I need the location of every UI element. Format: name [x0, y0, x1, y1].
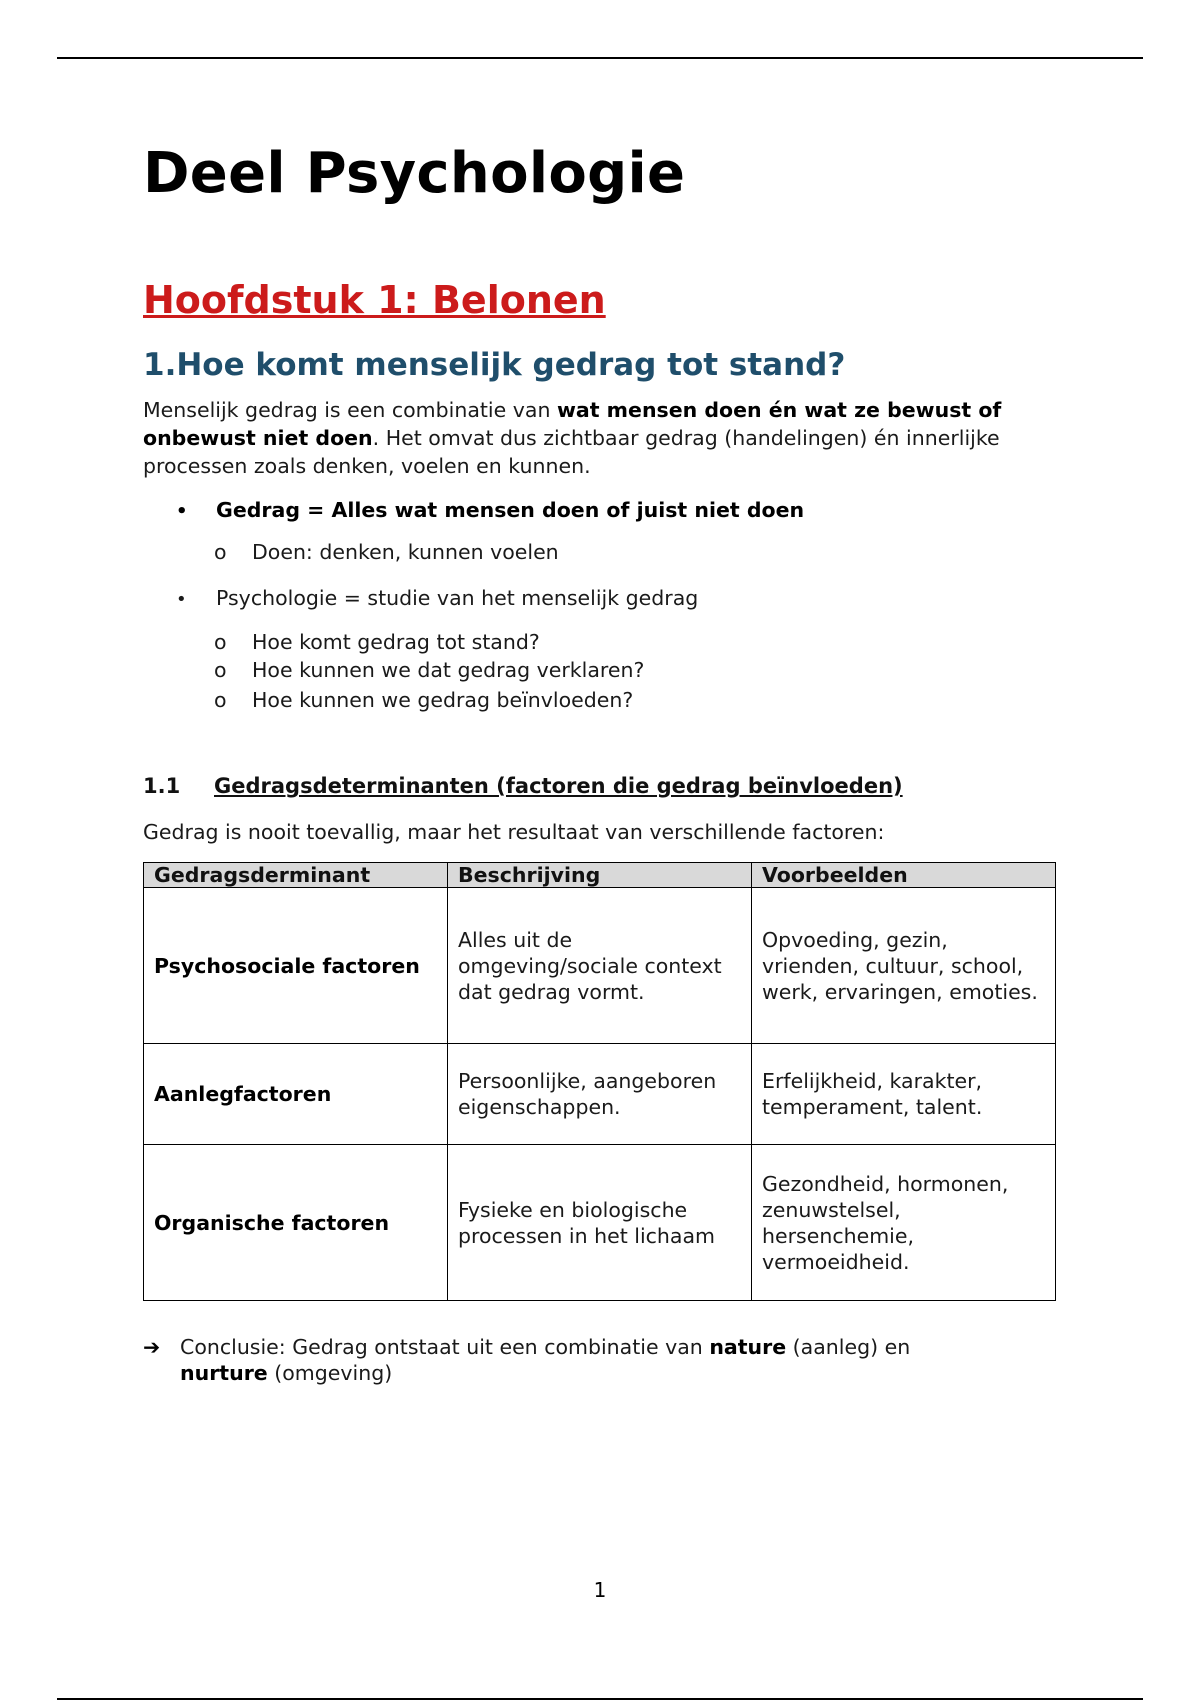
subsection-heading — [143, 772, 903, 800]
conclusion-nurture: nurture — [180, 1361, 268, 1385]
conclusion — [143, 1334, 1043, 1386]
row-examples: Gezondheid, hormonen, zenuwstelsel, hersenchemie, vermoeidheid. — [752, 1145, 1056, 1301]
header-rule — [57, 57, 1143, 59]
page-title: Deel Psychologie — [143, 141, 686, 206]
row-examples: Erfelijkheid, karakter, temperament, talent. — [752, 1044, 1056, 1145]
header-examples: Voorbeelden — [752, 863, 1056, 888]
bullet-mark: • — [176, 589, 187, 610]
header-determinant: Gedragsderminant — [144, 863, 448, 888]
row-name: Psychosociale factoren — [144, 888, 448, 1044]
conclusion-part-1: Conclusie: Gedrag ontstaat uit een combinatie van — [180, 1335, 710, 1359]
sub-bullet-mark: o — [214, 540, 227, 564]
intro-text-1: Menselijk gedrag is een combinatie van — [143, 398, 557, 422]
table-header-row — [144, 863, 1056, 888]
sub-item-text: Hoe kunnen we dat gedrag verklaren? — [252, 658, 645, 682]
intro-bold: wat mensen doen én wat ze bewust of onbewust niet doen — [143, 398, 1002, 450]
intro-paragraph — [143, 396, 1073, 480]
sub-item-verklaren — [214, 656, 645, 684]
table-row — [144, 1145, 1056, 1301]
row-examples: Opvoeding, gezin, vrienden, cultuur, school, werk, ervaringen, emoties. — [752, 888, 1056, 1044]
conclusion-part-2: (aanleg) en — [786, 1335, 911, 1359]
conclusion-text — [180, 1334, 1043, 1386]
section-title: 1.Hoe komt menselijk gedrag tot stand? — [143, 347, 846, 383]
sub-bullet-mark: o — [214, 630, 227, 654]
sub-item-beinvloeden — [214, 686, 634, 714]
table-lead-text: Gedrag is nooit toevallig, maar het resultaat van verschillende factoren: — [143, 820, 885, 844]
bullet-psychologie — [176, 584, 699, 614]
chapter-title: Hoofdstuk 1: Belonen — [143, 278, 606, 322]
arrow-right-icon: ➔ — [143, 1335, 161, 1359]
sub-item-stand — [214, 628, 540, 656]
header-description: Beschrijving — [448, 863, 752, 888]
conclusion-nature: nature — [709, 1335, 787, 1359]
subsection-title: Gedragsdeterminanten (factoren die gedrag beïnvloeden) — [214, 774, 903, 798]
bullet-mark: • — [176, 501, 188, 522]
sub-bullet-mark: o — [214, 658, 227, 682]
row-description: Persoonlijke, aangeboren eigenschappen. — [448, 1044, 752, 1145]
bullet-gedrag — [176, 496, 805, 526]
sub-item-text: Hoe komt gedrag tot stand? — [252, 630, 540, 654]
table-row — [144, 888, 1056, 1044]
table-row — [144, 1044, 1056, 1145]
conclusion-part-3: (omgeving) — [267, 1361, 393, 1385]
determinants-table — [143, 862, 1056, 1301]
bullet-text: Psychologie = studie van het menselijk gedrag — [216, 586, 699, 610]
row-description: Alles uit de omgeving/sociale context dat gedrag vormt. — [448, 888, 752, 1044]
intro-text-2: . Het omvat dus zichtbaar gedrag (handelingen) én innerlijke processen zoals denken, voelen en kunnen. — [143, 426, 1000, 478]
page-number: 1 — [593, 1578, 607, 1602]
sub-item-text: Doen: denken, kunnen voelen — [252, 540, 559, 564]
row-name: Organische factoren — [144, 1145, 448, 1301]
subsection-number: 1.1 — [143, 774, 181, 798]
bullet-text: Gedrag = Alles wat mensen doen of juist niet doen — [216, 498, 805, 522]
sub-item-text: Hoe kunnen we gedrag beïnvloeden? — [252, 688, 634, 712]
row-name: Aanlegfactoren — [144, 1044, 448, 1145]
sub-bullet-mark: o — [214, 688, 227, 712]
row-description: Fysieke en biologische processen in het lichaam — [448, 1145, 752, 1301]
sub-item-doen — [214, 538, 559, 566]
